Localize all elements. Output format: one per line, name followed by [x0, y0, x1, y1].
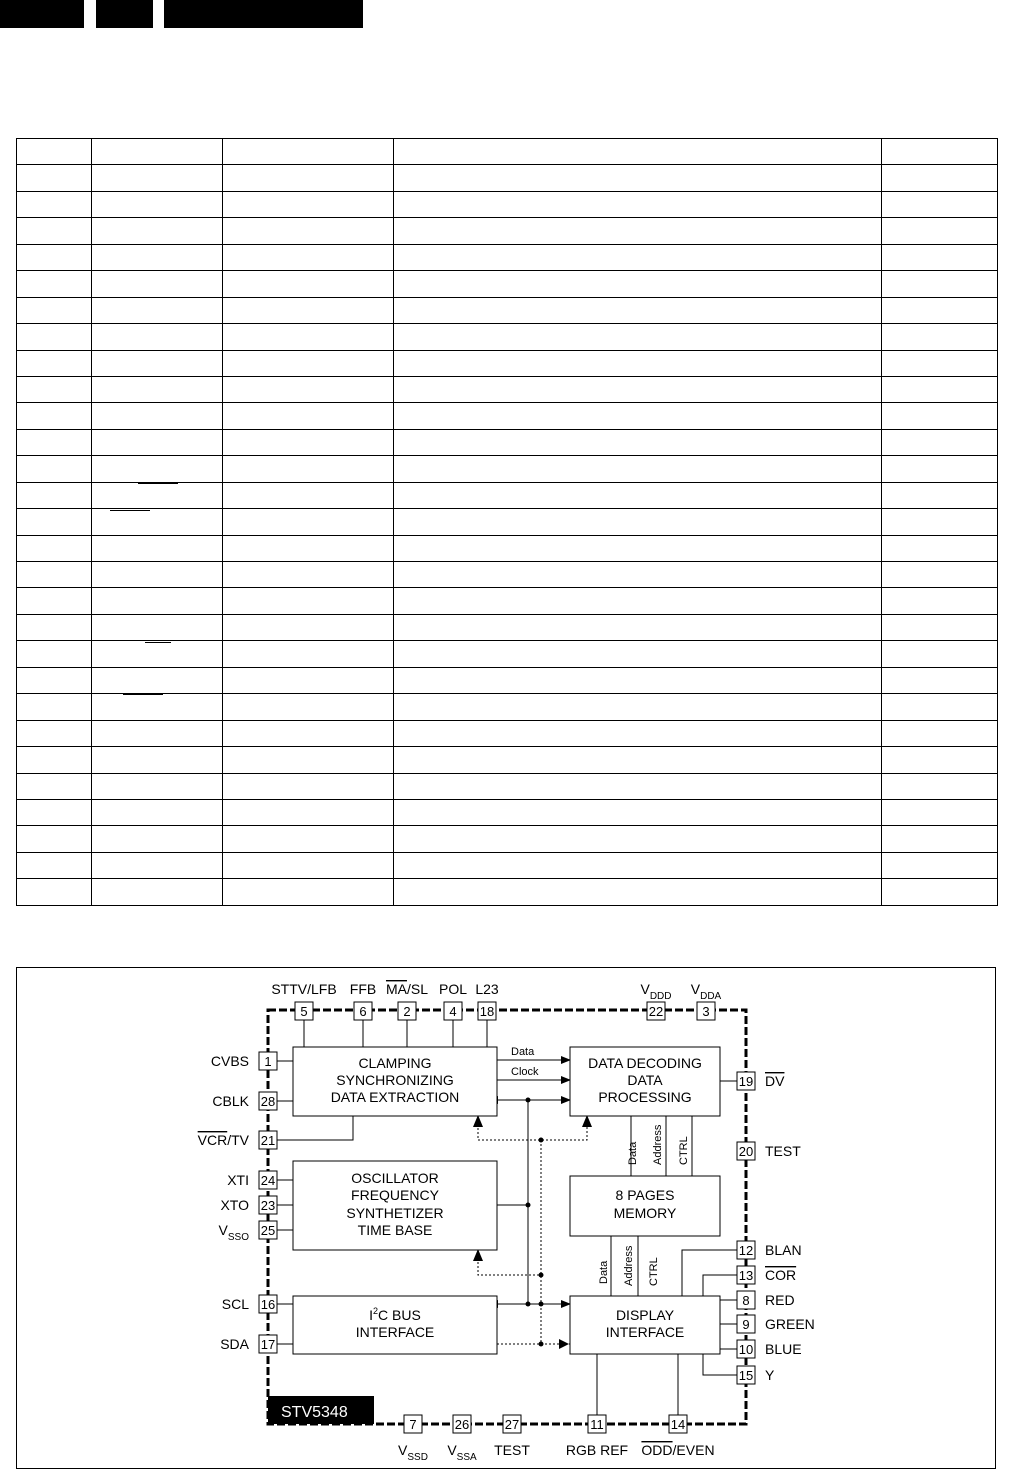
bus-label-clock: Clock — [511, 1066, 539, 1078]
clamping-block-line2: SYNCHRONIZING — [336, 1072, 454, 1088]
pin-ma-sl — [386, 981, 428, 1020]
pin-name-main: Y — [765, 1367, 775, 1383]
pin-green — [737, 1315, 815, 1333]
pin-number: 10 — [738, 1342, 754, 1357]
bus-label-data: Data — [511, 1046, 535, 1058]
pin-test-b — [494, 1415, 530, 1458]
pin-y — [737, 1366, 775, 1384]
pin-number: 3 — [702, 1004, 710, 1019]
i2c-block-line2: INTERFACE — [355, 1324, 435, 1340]
pin-name-main: TEST — [494, 1442, 530, 1458]
pin-number: 8 — [742, 1293, 750, 1308]
pin-name-subscript: SSA — [456, 1452, 477, 1463]
pin-xti — [227, 1171, 277, 1189]
pin-name-main: XTI — [227, 1172, 249, 1188]
pin-number: 16 — [260, 1297, 276, 1312]
bus-label-ctrl-v2: CTRL — [648, 1257, 660, 1286]
pin-name — [494, 1442, 530, 1458]
pin-name-rest: /EVEN — [672, 1442, 715, 1458]
decoding-block-line1: DATA DECODING — [588, 1055, 702, 1071]
pin-name — [220, 1336, 249, 1352]
pin-name — [641, 1442, 714, 1458]
pin-number: 18 — [479, 1004, 495, 1019]
pin-name-main: SDA — [220, 1336, 249, 1352]
pin-number: 1 — [264, 1054, 272, 1069]
pin-number: 19 — [738, 1074, 754, 1089]
pin-name — [765, 1143, 801, 1159]
pin-number: 4 — [449, 1004, 457, 1019]
pin-number: 11 — [590, 1417, 604, 1432]
pin-number: 23 — [260, 1198, 276, 1213]
pin-stttv-lfb — [271, 981, 336, 1020]
pin-sda — [220, 1335, 277, 1353]
pin-blan — [737, 1241, 802, 1259]
pin-name — [220, 1197, 249, 1213]
pin-cor — [737, 1266, 796, 1284]
decoding-block-line2: DATA — [627, 1072, 663, 1088]
pin-name-main: GREEN — [765, 1316, 815, 1332]
pin-name — [439, 981, 467, 997]
bus-label-address-v2: Address — [623, 1245, 635, 1286]
pins-layer — [198, 981, 815, 1463]
pin-number: 13 — [738, 1268, 754, 1283]
pin-number: 6 — [359, 1004, 367, 1019]
bus-label-address-v1: Address — [652, 1124, 664, 1165]
chip-label: STV5348 — [281, 1404, 348, 1421]
pin-name-rest: /SL — [406, 981, 429, 997]
pin-name-main: CVBS — [210, 1053, 249, 1069]
pin-name-main: SCL — [221, 1296, 249, 1312]
pin-name-main: TEST — [765, 1143, 801, 1159]
pin-name-main: V — [447, 1442, 457, 1458]
pin-l23 — [475, 981, 499, 1020]
pin-name-main: CBLK — [212, 1093, 249, 1109]
i2c-rest: C BUS — [378, 1307, 421, 1323]
pin-number: 24 — [260, 1173, 276, 1188]
pin-vssd — [398, 1415, 428, 1463]
clamping-block-line1: CLAMPING — [358, 1055, 432, 1071]
pin-name — [765, 1367, 775, 1383]
pin-number: 22 — [648, 1004, 664, 1019]
pin-number: 26 — [454, 1417, 470, 1432]
pin-name — [350, 981, 376, 997]
pin-name-main: V — [640, 981, 650, 997]
pin-name — [765, 1316, 815, 1332]
pin-name-main: V — [398, 1442, 408, 1458]
pin-pol — [439, 981, 467, 1020]
pin-number: 15 — [738, 1368, 754, 1383]
pin-vcr-tv — [198, 1131, 277, 1149]
pin-name — [222, 1296, 249, 1312]
pin-name-main: V — [218, 1222, 228, 1238]
pin-name-main: BLAN — [765, 1242, 802, 1258]
pin-rgb-ref — [566, 1415, 628, 1458]
pin-number: 14 — [670, 1417, 686, 1432]
pin-name-subscript: SSD — [407, 1452, 428, 1463]
pin-name — [211, 1053, 249, 1069]
pin-scl — [222, 1295, 277, 1313]
pin-red — [737, 1291, 795, 1309]
pin-vddd — [640, 981, 671, 1020]
pin-name — [219, 1222, 250, 1243]
pin-name — [198, 1132, 250, 1148]
pin-name — [640, 981, 671, 1002]
pin-name-overlined: COR — [765, 1267, 797, 1283]
pin-name-main: FFB — [349, 981, 377, 997]
pin-number: 27 — [504, 1417, 520, 1432]
pin-name-subscript: SSO — [227, 1232, 249, 1243]
pin-name-main: L23 — [475, 981, 499, 997]
pin-cblk — [212, 1092, 277, 1110]
pin-name-subscript: DDA — [700, 991, 722, 1002]
pin-number: 21 — [260, 1133, 276, 1148]
oscillator-block-line1: OSCILLATOR — [351, 1170, 439, 1186]
display-block-line2: INTERFACE — [605, 1324, 685, 1340]
pin-number: 28 — [260, 1094, 276, 1109]
pin-vdda — [691, 981, 722, 1020]
bus-label-data-v1: Data — [627, 1141, 639, 1165]
pin-name-main: XTO — [220, 1197, 249, 1213]
memory-block-line1: 8 PAGES — [615, 1187, 675, 1203]
pin-number: 25 — [260, 1223, 276, 1238]
pin-vssa — [447, 1415, 477, 1463]
pin-number: 2 — [403, 1004, 411, 1019]
pin-name-overlined: MA — [385, 981, 407, 997]
pin-name-main: POL — [438, 981, 468, 997]
pin-name — [691, 981, 722, 1002]
pin-number: 20 — [738, 1144, 754, 1159]
bus-label-data-v2: Data — [598, 1260, 610, 1284]
pin-name — [765, 1073, 785, 1089]
pin-name-main: BLUE — [765, 1341, 802, 1357]
oscillator-block-line4: TIME BASE — [357, 1222, 433, 1238]
pin-name — [765, 1267, 796, 1283]
pin-name-rest: /TV — [227, 1132, 249, 1148]
pin-name-main: RED — [765, 1292, 795, 1308]
pin-name — [566, 1442, 628, 1458]
pin-name-overlined: ODD — [641, 1442, 673, 1458]
decoding-block-line3: PROCESSING — [598, 1089, 692, 1105]
clamping-block-line3: DATA EXTRACTION — [330, 1089, 460, 1105]
memory-block-line2: MEMORY — [613, 1205, 677, 1221]
pin-name-overlined: DV — [765, 1073, 785, 1089]
pin-name — [765, 1242, 802, 1258]
i2c-sup: 2 — [373, 1306, 379, 1316]
pin-name-main: RGB REF — [565, 1442, 629, 1458]
display-block-line1: DISPLAY — [615, 1307, 675, 1323]
pin-test-r — [737, 1142, 801, 1160]
pin-number: 5 — [300, 1004, 308, 1019]
pin-number: 12 — [738, 1243, 754, 1258]
pin-dv — [737, 1072, 785, 1090]
pin-name-main: STTV/LFB — [271, 981, 337, 997]
pin-name — [475, 981, 499, 997]
pin-number: 7 — [409, 1417, 417, 1432]
pin-name-overlined: VCR — [197, 1132, 228, 1148]
oscillator-block-line3: SYNTHETIZER — [346, 1205, 444, 1221]
i2c-prefix: I — [369, 1307, 374, 1323]
pin-odd-even — [641, 1415, 714, 1458]
pin-number: 17 — [260, 1337, 276, 1352]
pin-blue — [737, 1340, 802, 1358]
oscillator-block-line2: FREQUENCY — [351, 1187, 439, 1203]
pin-name — [765, 1292, 795, 1308]
pin-xto — [220, 1196, 277, 1214]
bus-label-ctrl-v1: CTRL — [678, 1136, 690, 1165]
pin-name — [271, 981, 336, 997]
pin-name-main: V — [690, 981, 701, 997]
pin-ffb — [350, 981, 376, 1020]
pin-name — [386, 981, 428, 997]
pin-number: 9 — [742, 1317, 750, 1332]
pin-name — [227, 1172, 249, 1188]
pin-name-subscript: DDD — [649, 991, 672, 1002]
pin-name — [765, 1341, 802, 1357]
pin-name — [398, 1442, 428, 1463]
pin-name — [212, 1093, 249, 1109]
pin-name — [447, 1442, 477, 1463]
pin-cvbs — [211, 1052, 277, 1070]
